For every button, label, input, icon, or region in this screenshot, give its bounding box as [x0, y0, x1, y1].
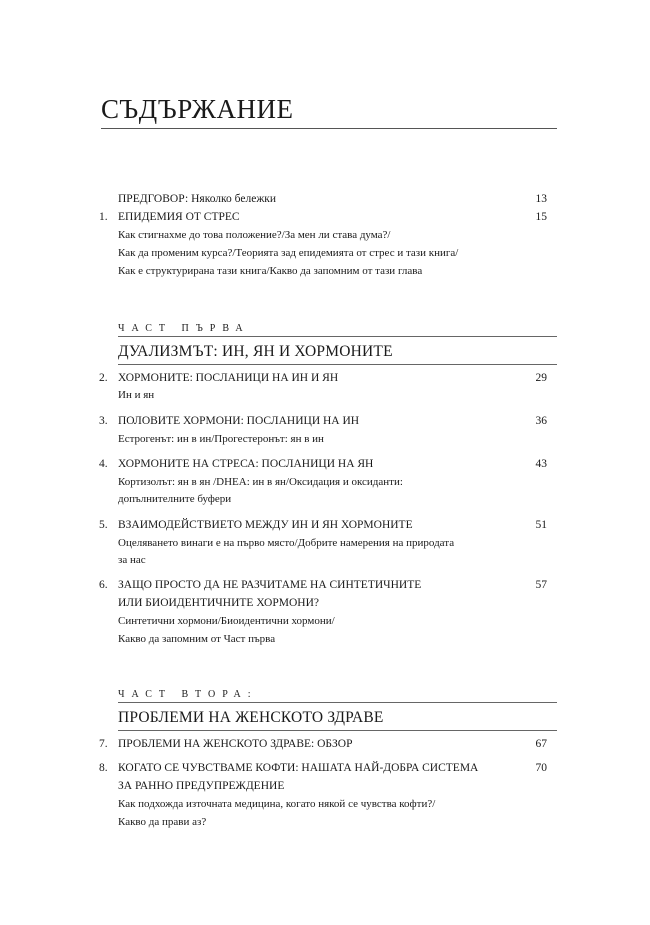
- chapter-6-title[interactable]: ЗАЩО ПРОСТО ДА НЕ РАЗЧИТАМЕ НА СИНТЕТИЧНИТЕ: [118, 579, 422, 591]
- preface-page: 13: [535, 193, 547, 205]
- chapter-5-page: 51: [535, 519, 547, 531]
- chapter-6-subtopic: Синтетични хормони/Биоидентични хормони/: [118, 615, 335, 627]
- chapter-6-page: 57: [535, 579, 547, 591]
- chapter-7-page: 67: [535, 738, 547, 750]
- chapter-4-subtopic: допълнителните буфери: [118, 493, 232, 505]
- part-2-title[interactable]: ПРОБЛЕМИ НА ЖЕНСКОТО ЗДРАВЕ: [118, 709, 384, 726]
- chapter-4-number: 4.: [99, 458, 108, 470]
- chapter-2-number: 2.: [99, 372, 108, 384]
- chapter-5-number: 5.: [99, 519, 108, 531]
- chapter-8-subtopic: Как подхожда източната медицина, когато някой се чувства кофти?/: [118, 798, 436, 810]
- chapter-7-number: 7.: [99, 738, 108, 750]
- part-1-label: ЧАСТ ПЪРВА: [118, 323, 250, 334]
- chapter-1-subtopic: Как е структурирана тази книга/Какво да запомним от тази глава: [118, 265, 423, 277]
- chapter-5-title[interactable]: ВЗАИМОДЕЙСТВИЕТО МЕЖДУ ИН И ЯН ХОРМОНИТЕ: [118, 519, 413, 531]
- chapter-3-subtopic: Естрогенът: ин в ин/Прогестеронът: ян в ин: [118, 433, 324, 445]
- chapter-3-page: 36: [535, 415, 547, 427]
- chapter-3-title[interactable]: ПОЛОВИТЕ ХОРМОНИ: ПОСЛАНИЦИ НА ИН: [118, 415, 360, 427]
- part-1-title-divider: [118, 364, 557, 365]
- part-1-divider: [118, 336, 557, 337]
- chapter-1-subtopic: Как да променим курса?/Теорията зад епидемията от стрес и тази книга/: [118, 247, 459, 259]
- chapter-1-title[interactable]: ЕПИДЕМИЯ ОТ СТРЕС: [118, 211, 240, 223]
- part-2-divider: [118, 702, 557, 703]
- chapter-5-subtopic: Оцеляването винаги е на първо място/Добрите намерения на природата: [118, 537, 455, 549]
- preface-label[interactable]: ПРЕДГОВОР: Няколко бележки: [118, 193, 277, 205]
- chapter-8-number: 8.: [99, 762, 108, 774]
- chapter-8-page: 70: [535, 762, 547, 774]
- chapter-1-subtopic: Как стигнахме до това положение?/За мен ли става дума?/: [118, 229, 391, 241]
- chapter-8-title-cont[interactable]: ЗА РАННО ПРЕДУПРЕЖДЕНИЕ: [118, 780, 285, 792]
- chapter-7-title[interactable]: ПРОБЛЕМИ НА ЖЕНСКОТО ЗДРАВЕ: ОБЗОР: [118, 738, 353, 750]
- part-2-title-divider: [118, 730, 557, 731]
- chapter-2-subtopic: Ин и ян: [118, 389, 155, 401]
- chapter-3-number: 3.: [99, 415, 108, 427]
- chapter-6-number: 6.: [99, 579, 108, 591]
- part-2-label: ЧАСТ ВТОРА:: [118, 689, 258, 700]
- chapter-6-subtopic: Какво да запомним от Част първа: [118, 633, 276, 645]
- chapter-6-title-cont[interactable]: ИЛИ БИОИДЕНТИЧНИТЕ ХОРМОНИ?: [118, 597, 319, 609]
- page-title: СЪДЪРЖАНИЕ: [101, 94, 294, 124]
- chapter-2-page: 29: [535, 372, 547, 384]
- chapter-2-title[interactable]: ХОРМОНИТЕ: ПОСЛАНИЦИ НА ИН И ЯН: [118, 372, 339, 384]
- chapter-8-subtopic: Какво да прави аз?: [118, 816, 207, 828]
- chapter-8-title[interactable]: КОГАТО СЕ ЧУВСТВАМЕ КОФТИ: НАШАТА НАЙ-ДОБРА СИСТЕМА: [118, 762, 479, 774]
- chapter-4-page: 43: [535, 458, 547, 470]
- chapter-4-subtopic: Кортизолът: ян в ян /DHEA: ин в ян/Оксидация и оксиданти:: [118, 476, 403, 488]
- part-1-title[interactable]: ДУАЛИЗМЪТ: ИН, ЯН И ХОРМОНИТЕ: [118, 343, 393, 360]
- chapter-1-page: 15: [535, 211, 547, 223]
- title-divider: [101, 128, 557, 129]
- chapter-4-title[interactable]: ХОРМОНИТЕ НА СТРЕСА: ПОСЛАНИЦИ НА ЯН: [118, 458, 374, 470]
- chapter-5-subtopic: за нас: [118, 554, 146, 566]
- chapter-1-number: 1.: [99, 211, 108, 223]
